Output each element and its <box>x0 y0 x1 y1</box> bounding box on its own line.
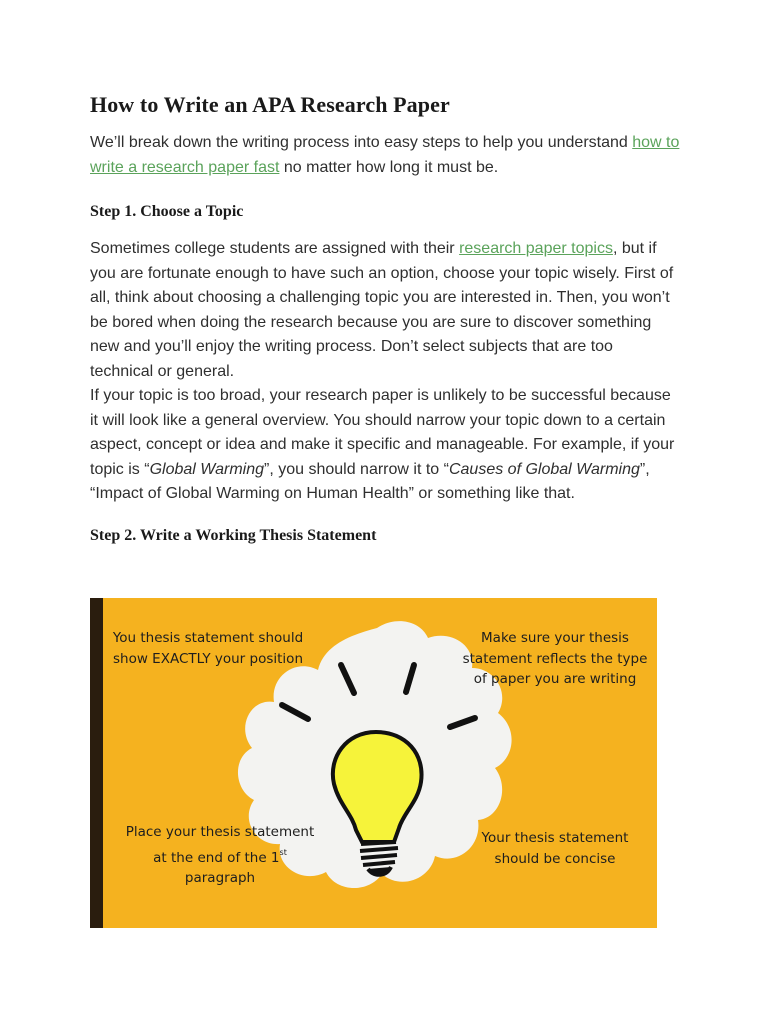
tip-place-thesis <box>120 822 320 889</box>
emphasis-global-warming: Global Warming <box>149 460 264 478</box>
infographic-side-bar <box>90 598 103 928</box>
step1-paragraph-2 <box>90 384 680 507</box>
intro-text-before: We’ll break down the writing process into easy steps to help you understand <box>90 134 633 151</box>
article-content <box>90 92 680 545</box>
tip-place-thesis-end: paragraph <box>184 870 256 886</box>
emphasis-causes-of-global-warming: Causes of Global Warming <box>448 460 640 478</box>
tip-be-concise: Your thesis statement should be concise <box>481 830 629 867</box>
step1-p1-after: , but if you are fortunate enough to have such an option, choose your topic wisely. First of all, think about choosing a challenging topic you are interested in. Then, you won’t be bored when doing the research because you are sure to discover something new and you’ll enjoy the writing process. Don’t select subjects that are too technical or general. <box>90 240 674 380</box>
intro-paragraph <box>90 131 680 180</box>
tip-show-position: You thesis statement should show EXACTLY your position <box>112 630 304 667</box>
research-paper-fast-link[interactable]: how to write a research paper fast <box>90 134 680 176</box>
step1-p1-before: Sometimes college students are assigned with their <box>90 240 460 257</box>
page-title: How to Write an APA Research Paper <box>90 92 450 117</box>
step1-p2-b: ”, you should narrow it to “ <box>264 460 449 478</box>
thesis-infographic <box>90 598 657 928</box>
tip-place-thesis-superscript: st <box>279 847 287 857</box>
step1-p2-c: ”, “Impact of Global Warming on Human Health” or something like that. <box>90 460 650 502</box>
tip-place-thesis-main: Place your thesis statement at the end of the 1 <box>125 824 315 866</box>
tip-reflect-paper-type: Make sure your thesis statement reflects the type of paper you are writing <box>462 630 648 687</box>
step1-p2-a: If your topic is too broad, your research paper is unlikely to be successful because it will look like a general overview. You should narrow your topic down to a certain aspect, concept or idea and make it specific and manageable. For example, if your topic is “ <box>90 387 675 478</box>
intro-text-after: no matter how long it must be. <box>279 158 499 176</box>
step1-paragraph-1 <box>90 237 680 384</box>
step1-heading: Step 1. Choose a Topic <box>90 203 244 220</box>
step2-heading: Step 2. Write a Working Thesis Statement <box>90 526 377 544</box>
research-paper-topics-link[interactable]: research paper topics <box>459 240 613 257</box>
